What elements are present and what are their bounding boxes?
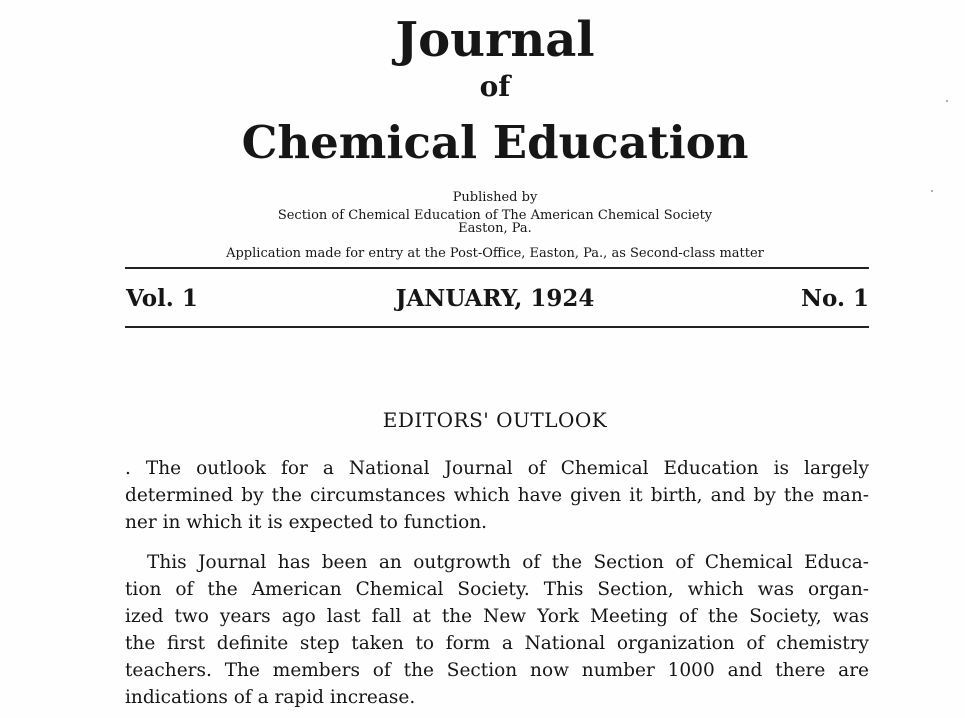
text-line: This Journal has been an outgrowth of the Section of Chemical Educa-: [147, 552, 869, 573]
volume: Vol. 1: [126, 285, 198, 312]
paragraph-1: [125, 455, 869, 536]
paragraph-2: [125, 549, 869, 711]
publisher-location: Easton, Pa.: [458, 221, 532, 236]
publisher: Section of Chemical Education of The American Chemical Society: [277, 208, 713, 223]
bottom-rule: [125, 326, 869, 328]
text-line: ner in which it is expected to function.: [125, 512, 488, 533]
text-line: . The outlook for a National Journal of Chemical Education is largely: [125, 458, 869, 479]
text-line: determined by the circumstances which have given it birth, and by the man-: [125, 485, 869, 506]
published-by: Published by: [452, 190, 538, 205]
issue-number: No. 1: [801, 285, 869, 312]
text-line: the first definite step taken to form a National organization of chemistry: [125, 633, 869, 654]
text-line: indications of a rapid increase.: [125, 687, 416, 708]
journal-title-line-1: Journal: [395, 12, 595, 68]
journal-title-line-3: Chemical Education: [241, 116, 749, 169]
scan-speck: [946, 100, 948, 102]
journal-title-line-2: of: [479, 70, 511, 103]
text-line: teachers. The members of the Section now number 1000 and there are: [125, 660, 869, 681]
article-heading: EDITORS' OUTLOOK: [382, 408, 608, 432]
text-line: tion of the American Chemical Society. This Section, which was organ-: [125, 579, 869, 600]
postal-notice: Application made for entry at the Post-Office, Easton, Pa., as Second-class matter: [226, 246, 764, 261]
issue-date: JANUARY, 1924: [395, 285, 595, 312]
top-rule: [125, 267, 869, 269]
scan-speck: [931, 190, 933, 192]
text-line: ized two years ago last fall at the New York Meeting of the Society, was: [125, 606, 869, 627]
